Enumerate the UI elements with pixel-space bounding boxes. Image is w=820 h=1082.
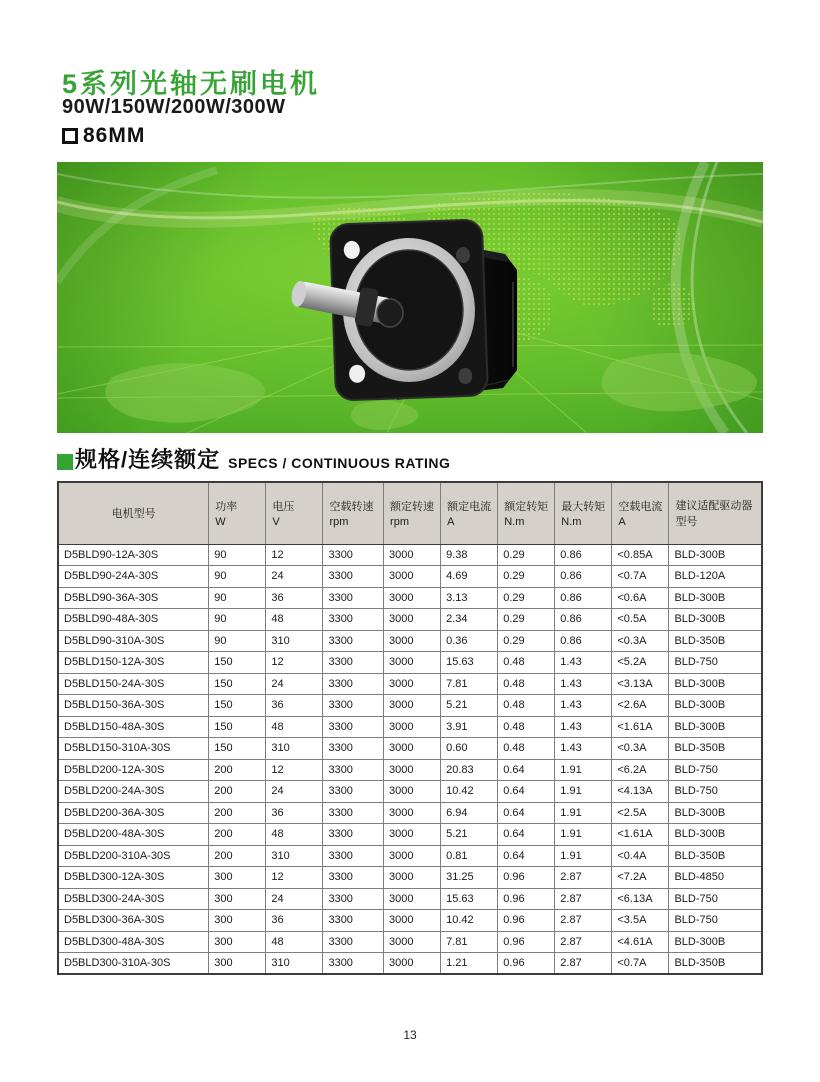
table-row	[58, 695, 762, 717]
table-cell: 10.42	[441, 910, 498, 932]
table-cell: 0.64	[498, 781, 555, 803]
table-row	[58, 802, 762, 824]
table-cell: 310	[266, 738, 323, 760]
table-cell: BLD-350B	[669, 845, 762, 867]
table-cell: 36	[266, 910, 323, 932]
table-cell: 1.91	[555, 802, 612, 824]
table-cell: <2.5A	[612, 802, 669, 824]
table-cell: 3000	[384, 802, 441, 824]
table-header-row	[58, 482, 762, 544]
table-cell: D5BLD90-310A-30S	[58, 630, 209, 652]
table-cell: 0.36	[441, 630, 498, 652]
table-cell: 48	[266, 931, 323, 953]
table-cell: 3000	[384, 931, 441, 953]
table-cell: 1.43	[555, 738, 612, 760]
square-frame-icon	[62, 128, 78, 144]
table-cell: 3000	[384, 587, 441, 609]
table-cell: D5BLD300-36A-30S	[58, 910, 209, 932]
table-cell: 0.48	[498, 738, 555, 760]
table-cell: 0.81	[441, 845, 498, 867]
table-cell: BLD-750	[669, 781, 762, 803]
table-cell: 7.81	[441, 931, 498, 953]
table-cell: BLD-300B	[669, 931, 762, 953]
table-cell: 3000	[384, 867, 441, 889]
table-cell: 36	[266, 695, 323, 717]
table-cell: 300	[209, 888, 266, 910]
table-cell: BLD-300B	[669, 544, 762, 566]
table-cell: 310	[266, 953, 323, 975]
table-cell: BLD-350B	[669, 738, 762, 760]
table-cell: 7.81	[441, 673, 498, 695]
table-cell: 3000	[384, 630, 441, 652]
table-cell: 0.48	[498, 695, 555, 717]
table-cell: 3000	[384, 781, 441, 803]
table-cell: 3000	[384, 738, 441, 760]
column-header: 最大转矩 N.m	[555, 482, 612, 544]
table-cell: D5BLD200-48A-30S	[58, 824, 209, 846]
table-cell: 2.34	[441, 609, 498, 631]
table-cell: BLD-750	[669, 888, 762, 910]
table-cell: 1.91	[555, 781, 612, 803]
table-cell: <0.4A	[612, 845, 669, 867]
table-cell: 2.87	[555, 910, 612, 932]
table-cell: 150	[209, 716, 266, 738]
table-cell: 48	[266, 609, 323, 631]
table-cell: 3000	[384, 910, 441, 932]
table-cell: 3000	[384, 824, 441, 846]
section-title-en: SPECS / CONTINUOUS RATING	[228, 455, 451, 471]
column-header: 电压 V	[266, 482, 323, 544]
table-cell: 3300	[323, 910, 384, 932]
table-cell: 310	[266, 845, 323, 867]
table-cell: 48	[266, 716, 323, 738]
table-cell: <6.13A	[612, 888, 669, 910]
table-cell: 200	[209, 781, 266, 803]
column-header: 建议适配驱动器型号	[669, 482, 762, 544]
table-cell: 2.87	[555, 888, 612, 910]
table-cell: 90	[209, 587, 266, 609]
table-row	[58, 673, 762, 695]
table-cell: <0.3A	[612, 630, 669, 652]
banner-graphic	[57, 162, 763, 433]
table-cell: 300	[209, 953, 266, 975]
table-cell: 24	[266, 566, 323, 588]
table-cell: BLD-300B	[669, 695, 762, 717]
table-cell: 3300	[323, 673, 384, 695]
table-row	[58, 587, 762, 609]
table-cell: BLD-300B	[669, 587, 762, 609]
table-cell: 12	[266, 652, 323, 674]
table-row	[58, 716, 762, 738]
table-cell: 0.48	[498, 673, 555, 695]
table-row	[58, 824, 762, 846]
table-cell: 0.29	[498, 566, 555, 588]
table-cell: <0.7A	[612, 953, 669, 975]
table-cell: 3300	[323, 867, 384, 889]
table-cell: D5BLD150-36A-30S	[58, 695, 209, 717]
table-cell: 150	[209, 695, 266, 717]
table-cell: <0.85A	[612, 544, 669, 566]
section-heading	[57, 443, 450, 474]
table-cell: 300	[209, 910, 266, 932]
section-title-cn: 规格/连续额定	[75, 447, 221, 472]
table-cell: 15.63	[441, 652, 498, 674]
table-cell: 0.29	[498, 609, 555, 631]
table-cell: 3300	[323, 845, 384, 867]
page-title: 5系列光轴无刷电机	[62, 69, 321, 99]
table-cell: <7.2A	[612, 867, 669, 889]
table-cell: D5BLD200-12A-30S	[58, 759, 209, 781]
table-cell: 3300	[323, 738, 384, 760]
table-cell: 3000	[384, 673, 441, 695]
table-cell: 150	[209, 738, 266, 760]
table-cell: 36	[266, 587, 323, 609]
table-cell: 0.64	[498, 845, 555, 867]
table-cell: 3300	[323, 802, 384, 824]
table-cell: <5.2A	[612, 652, 669, 674]
table-cell: 3300	[323, 695, 384, 717]
table-cell: BLD-300B	[669, 673, 762, 695]
table-cell: 150	[209, 673, 266, 695]
table-cell: 0.86	[555, 609, 612, 631]
table-cell: <4.13A	[612, 781, 669, 803]
table-cell: 31.25	[441, 867, 498, 889]
table-cell: 3000	[384, 566, 441, 588]
table-cell: 3000	[384, 953, 441, 975]
table-cell: 1.43	[555, 652, 612, 674]
table-cell: 1.43	[555, 716, 612, 738]
table-cell: BLD-350B	[669, 953, 762, 975]
table-cell: 15.63	[441, 888, 498, 910]
table-cell: 3300	[323, 781, 384, 803]
table-cell: BLD-120A	[669, 566, 762, 588]
table-cell: 48	[266, 824, 323, 846]
table-cell: 1.43	[555, 673, 612, 695]
table-cell: D5BLD200-24A-30S	[58, 781, 209, 803]
table-cell: 0.64	[498, 802, 555, 824]
table-cell: 12	[266, 867, 323, 889]
table-cell: 200	[209, 824, 266, 846]
table-cell: 90	[209, 566, 266, 588]
table-row	[58, 867, 762, 889]
table-cell: D5BLD90-48A-30S	[58, 609, 209, 631]
table-cell: BLD-4850	[669, 867, 762, 889]
table-cell: 3300	[323, 716, 384, 738]
table-cell: 3300	[323, 931, 384, 953]
table-cell: D5BLD90-36A-30S	[58, 587, 209, 609]
column-header: 功率 W	[209, 482, 266, 544]
table-cell: BLD-350B	[669, 630, 762, 652]
table-cell: 150	[209, 652, 266, 674]
table-cell: 3000	[384, 888, 441, 910]
frame-size-value: 86MM	[83, 124, 146, 147]
table-cell: 12	[266, 759, 323, 781]
table-cell: 3300	[323, 652, 384, 674]
table-cell: 3300	[323, 888, 384, 910]
table-cell: 310	[266, 630, 323, 652]
table-cell: <1.61A	[612, 824, 669, 846]
green-square-icon	[57, 454, 73, 470]
table-cell: 24	[266, 781, 323, 803]
table-cell: <6.2A	[612, 759, 669, 781]
table-cell: <4.61A	[612, 931, 669, 953]
page-number: 13	[403, 1028, 417, 1042]
table-cell: <0.6A	[612, 587, 669, 609]
table-cell: 1.91	[555, 845, 612, 867]
table-cell: 0.86	[555, 587, 612, 609]
table-cell: D5BLD200-36A-30S	[58, 802, 209, 824]
table-cell: D5BLD150-310A-30S	[58, 738, 209, 760]
table-cell: 0.64	[498, 759, 555, 781]
product-banner-image	[57, 162, 763, 433]
table-cell: 2.87	[555, 953, 612, 975]
table-cell: 1.43	[555, 695, 612, 717]
table-cell: 90	[209, 630, 266, 652]
table-cell: 0.86	[555, 544, 612, 566]
table-cell: D5BLD90-12A-30S	[58, 544, 209, 566]
table-cell: 24	[266, 673, 323, 695]
table-cell: D5BLD150-48A-30S	[58, 716, 209, 738]
table-cell: BLD-300B	[669, 609, 762, 631]
table-cell: <1.61A	[612, 716, 669, 738]
column-header: 额定转速 rpm	[384, 482, 441, 544]
table-cell: 3300	[323, 824, 384, 846]
table-cell: D5BLD150-12A-30S	[58, 652, 209, 674]
table-cell: 3300	[323, 566, 384, 588]
table-cell: 3300	[323, 759, 384, 781]
table-cell: 0.29	[498, 544, 555, 566]
table-cell: 0.60	[441, 738, 498, 760]
table-cell: 1.21	[441, 953, 498, 975]
table-cell: 3300	[323, 609, 384, 631]
table-cell: 0.96	[498, 867, 555, 889]
table-cell: 0.96	[498, 931, 555, 953]
table-cell: 3000	[384, 695, 441, 717]
table-cell: BLD-300B	[669, 824, 762, 846]
table-cell: D5BLD150-24A-30S	[58, 673, 209, 695]
column-header: 电机型号	[58, 482, 209, 544]
table-cell: 3300	[323, 630, 384, 652]
table-cell: 20.83	[441, 759, 498, 781]
table-cell: BLD-750	[669, 652, 762, 674]
table-row	[58, 781, 762, 803]
table-cell: 0.29	[498, 630, 555, 652]
table-cell: 4.69	[441, 566, 498, 588]
column-header: 额定电流 A	[441, 482, 498, 544]
table-row	[58, 953, 762, 975]
table-row	[58, 888, 762, 910]
table-cell: <0.7A	[612, 566, 669, 588]
table-cell: D5BLD300-24A-30S	[58, 888, 209, 910]
table-cell: 24	[266, 888, 323, 910]
table-cell: 0.96	[498, 888, 555, 910]
table-cell: 10.42	[441, 781, 498, 803]
table-cell: BLD-300B	[669, 716, 762, 738]
table-row	[58, 630, 762, 652]
table-cell: 5.21	[441, 695, 498, 717]
table-cell: 3300	[323, 587, 384, 609]
table-cell: 6.94	[441, 802, 498, 824]
table-cell: <0.3A	[612, 738, 669, 760]
table-cell: 5.21	[441, 824, 498, 846]
table-cell: 0.86	[555, 630, 612, 652]
table-cell: 3000	[384, 716, 441, 738]
table-cell: 2.87	[555, 931, 612, 953]
table-cell: 200	[209, 759, 266, 781]
table-cell: D5BLD300-48A-30S	[58, 931, 209, 953]
table-row	[58, 652, 762, 674]
table-cell: 0.96	[498, 910, 555, 932]
table-cell: 200	[209, 802, 266, 824]
table-cell: 3000	[384, 652, 441, 674]
table-cell: 300	[209, 931, 266, 953]
table-cell: 0.29	[498, 587, 555, 609]
column-header: 空载电流 A	[612, 482, 669, 544]
table-cell: 3000	[384, 759, 441, 781]
table-cell: 3.91	[441, 716, 498, 738]
table-cell: D5BLD200-310A-30S	[58, 845, 209, 867]
table-cell: 200	[209, 845, 266, 867]
table-row	[58, 609, 762, 631]
table-row	[58, 931, 762, 953]
table-cell: D5BLD90-24A-30S	[58, 566, 209, 588]
table-cell: 3000	[384, 845, 441, 867]
table-cell: <3.13A	[612, 673, 669, 695]
table-row	[58, 759, 762, 781]
table-row	[58, 566, 762, 588]
table-cell: 1.91	[555, 759, 612, 781]
power-range-subtitle: 90W/150W/200W/300W	[62, 96, 286, 118]
table-cell: 9.38	[441, 544, 498, 566]
table-cell: 3300	[323, 544, 384, 566]
column-header: 空载转速 rpm	[323, 482, 384, 544]
table-cell: BLD-750	[669, 910, 762, 932]
table-cell: 1.91	[555, 824, 612, 846]
table-cell: 300	[209, 867, 266, 889]
table-cell: <0.5A	[612, 609, 669, 631]
table-cell: 0.86	[555, 566, 612, 588]
frame-size-line	[62, 124, 145, 148]
table-cell: 3000	[384, 544, 441, 566]
table-row	[58, 910, 762, 932]
table-cell: 3.13	[441, 587, 498, 609]
table-cell: 0.64	[498, 824, 555, 846]
table-cell: 90	[209, 609, 266, 631]
table-cell: 2.87	[555, 867, 612, 889]
table-row	[58, 845, 762, 867]
table-cell: D5BLD300-310A-30S	[58, 953, 209, 975]
table-cell: <3.5A	[612, 910, 669, 932]
table-cell: BLD-300B	[669, 802, 762, 824]
table-cell: 36	[266, 802, 323, 824]
table-cell: 90	[209, 544, 266, 566]
table-cell: 3000	[384, 609, 441, 631]
spec-table	[57, 481, 763, 975]
table-cell: BLD-750	[669, 759, 762, 781]
table-row	[58, 738, 762, 760]
table-cell: 12	[266, 544, 323, 566]
table-cell: 3300	[323, 953, 384, 975]
table-cell: 0.48	[498, 652, 555, 674]
table-cell: <2.6A	[612, 695, 669, 717]
table-cell: 0.48	[498, 716, 555, 738]
table-cell: D5BLD300-12A-30S	[58, 867, 209, 889]
column-header: 额定转矩 N.m	[498, 482, 555, 544]
table-cell: 0.96	[498, 953, 555, 975]
table-row	[58, 544, 762, 566]
